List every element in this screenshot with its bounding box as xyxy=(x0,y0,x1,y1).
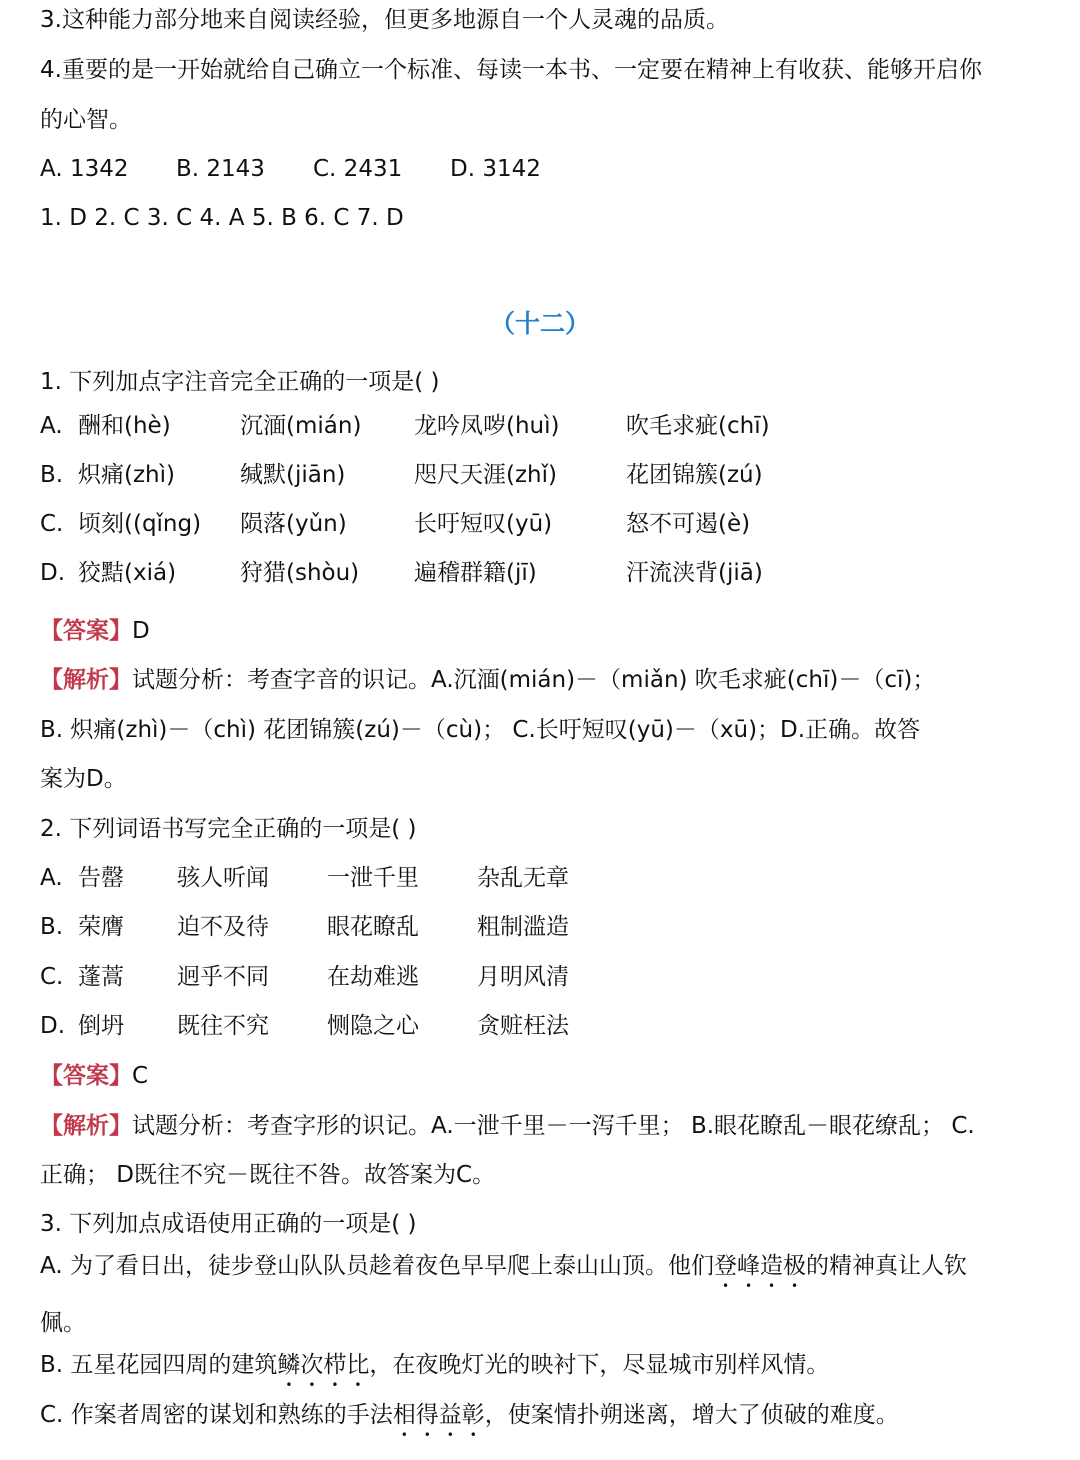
q1-row-c-item-2: 陨落(yǔn) xyxy=(240,511,347,537)
q1-row-a-item-1: 酬和(hè) xyxy=(78,413,171,439)
q2-row-c-label: C. xyxy=(40,964,64,990)
q3-option-a-label: A. xyxy=(40,1253,63,1279)
q2-row-a-item-4: 杂乱无章 xyxy=(477,865,569,891)
answer-tag: 【答案】 xyxy=(40,1063,132,1089)
q3-option-c-label: C. xyxy=(40,1402,64,1428)
q2-row-d-item-1: 倒坍 xyxy=(78,1013,124,1039)
q1-row-d-item-3: 遍稽群籍(jī) xyxy=(414,560,537,586)
q3-option-c-text: 作案者周密的谋划和熟练的手法 xyxy=(70,1402,393,1428)
q1-row-b-label: B. xyxy=(40,462,64,488)
q3-stem: 3. 下列加点成语使用正确的一项是( ) xyxy=(40,1211,417,1237)
q2-row-c-item-4: 月明风清 xyxy=(477,964,569,990)
q3-option-a-cont: 佩。 xyxy=(40,1310,86,1336)
q1-row-d-item-4: 汗流浃背(jiā) xyxy=(626,560,763,586)
q2-analysis-line-2: 正确； D既往不究－既往不咎。故答案为C。 xyxy=(40,1162,496,1188)
q3-option-a-idiom: 登峰造极 xyxy=(713,1253,806,1279)
prev-sentence-4: 4.重要的是一开始就给自己确立一个标准、每读一本书、一定要在精神上有收获、能够开启你 xyxy=(40,57,982,83)
prev-sentence-3: 3.这种能力部分地来自阅读经验，但更多地源自一个人灵魂的品质。 xyxy=(40,7,729,33)
q1-row-a-item-4: 吹毛求疵(chī) xyxy=(626,413,770,439)
q2-analysis-line-1 xyxy=(40,1110,975,1142)
q1-row-b-item-4: 花团锦簇(zú) xyxy=(626,462,763,488)
q2-row-a-item-3: 一泄千里 xyxy=(327,865,419,891)
q2-row-a-label: A. xyxy=(40,865,63,891)
q2-stem: 2. 下列词语书写完全正确的一项是( ) xyxy=(40,816,417,842)
q3-option-b-label: B. xyxy=(40,1352,64,1378)
q1-row-a-item-3: 龙吟凤哕(huì) xyxy=(414,413,560,439)
q1-analysis-line-1 xyxy=(40,664,935,696)
q2-row-a-item-1: 告罄 xyxy=(78,865,124,891)
q1-row-c-item-3: 长吁短叹(yū) xyxy=(414,511,553,537)
q1-row-d-item-1: 狡黠(xiá) xyxy=(78,560,177,586)
q1-stem: 1. 下列加点字注音完全正确的一项是( ) xyxy=(40,369,440,395)
q1-row-c-item-4: 怒不可遏(è) xyxy=(626,511,751,537)
q3-option-b-text: 五星花园四周的建筑 xyxy=(70,1352,278,1378)
prev-answer-key: 1. D 2. C 3. C 4. A 5. B 6. C 7. D xyxy=(40,205,404,231)
analysis-text: 试题分析：考查字形的识记。A.一泄千里－一泻千里； B.眼花瞭乱－眼花缭乱； C. xyxy=(132,1113,975,1139)
q2-row-d-item-2: 既往不究 xyxy=(177,1013,269,1039)
q2-row-c-item-3: 在劫难逃 xyxy=(327,964,419,990)
q1-row-d-item-2: 狩猎(shòu) xyxy=(240,560,360,586)
analysis-tag: 【解析】 xyxy=(40,1113,132,1139)
q2-row-b-label: B. xyxy=(40,914,64,940)
q2-row-d-item-4: 贪赃枉法 xyxy=(477,1013,569,1039)
section-title: （十二） xyxy=(489,309,590,338)
prev-option-d: D. 3142 xyxy=(450,156,541,182)
q1-analysis-line-2: B. 炽痛(zhì)－（chì) 花团锦簇(zú)－（cù)； C.长吁短叹(yū)－（xū)；D.正确。故答 xyxy=(40,717,921,743)
q1-row-d-label: D. xyxy=(40,560,66,586)
q1-row-a-item-2: 沉湎(mián) xyxy=(240,413,362,439)
q2-row-b-item-1: 荣膺 xyxy=(78,914,124,940)
q1-row-c-label: C. xyxy=(40,511,64,537)
q2-row-a-item-2: 骇人听闻 xyxy=(177,865,269,891)
answer-value: D xyxy=(132,618,150,644)
prev-option-b: B. 2143 xyxy=(176,156,265,182)
q2-answer xyxy=(40,1060,148,1092)
analysis-tag: 【解析】 xyxy=(40,667,132,693)
q1-row-b-item-3: 咫尺天涯(zhǐ) xyxy=(414,462,557,488)
q3-option-c-text-end: ，使案情扑朔迷离，增大了侦破的难度。 xyxy=(484,1402,899,1428)
q2-row-d-item-3: 恻隐之心 xyxy=(327,1013,419,1039)
q3-option-c-idiom: 相得益彰 xyxy=(392,1402,485,1428)
q3-option-b-idiom: 鳞次栉比 xyxy=(277,1352,370,1378)
prev-option-c: C. 2431 xyxy=(313,156,403,182)
q1-row-a-label: A. xyxy=(40,413,63,439)
q2-row-b-item-4: 粗制滥造 xyxy=(477,914,569,940)
q3-option-a-text: 为了看日出，徒步登山队队员趁着夜色早早爬上泰山山顶。他们 xyxy=(69,1253,714,1279)
prev-sentence-4-cont: 的心智。 xyxy=(40,107,132,133)
answer-tag: 【答案】 xyxy=(40,618,132,644)
q2-row-b-item-2: 迫不及待 xyxy=(177,914,269,940)
answer-value: C xyxy=(132,1063,149,1089)
q3-option-c xyxy=(40,1399,899,1442)
q1-answer xyxy=(40,615,150,647)
q3-option-b-text-end: ，在夜晚灯光的映衬下，尽显城市别样风情。 xyxy=(369,1352,830,1378)
q1-row-b-item-1: 炽痛(zhì) xyxy=(78,462,175,488)
q2-row-d-label: D. xyxy=(40,1013,66,1039)
q1-row-c-item-1: 顷刻((qǐng) xyxy=(78,511,202,537)
q1-analysis-line-3: 案为D。 xyxy=(40,766,127,792)
q2-row-b-item-3: 眼花瞭乱 xyxy=(327,914,419,940)
q3-option-b xyxy=(40,1349,829,1392)
q1-row-b-item-2: 缄默(jiān) xyxy=(240,462,346,488)
q2-row-c-item-2: 迥乎不同 xyxy=(177,964,269,990)
q2-row-c-item-1: 蓬蒿 xyxy=(78,964,124,990)
q3-option-a xyxy=(40,1250,967,1293)
analysis-text: 试题分析：考查字音的识记。A.沉湎(mián)－（miǎn) 吹毛求疵(chī)－（cī)； xyxy=(132,667,936,693)
prev-option-a: A. 1342 xyxy=(40,156,129,182)
q3-option-a-text-end: 的精神真让人钦 xyxy=(805,1253,967,1279)
